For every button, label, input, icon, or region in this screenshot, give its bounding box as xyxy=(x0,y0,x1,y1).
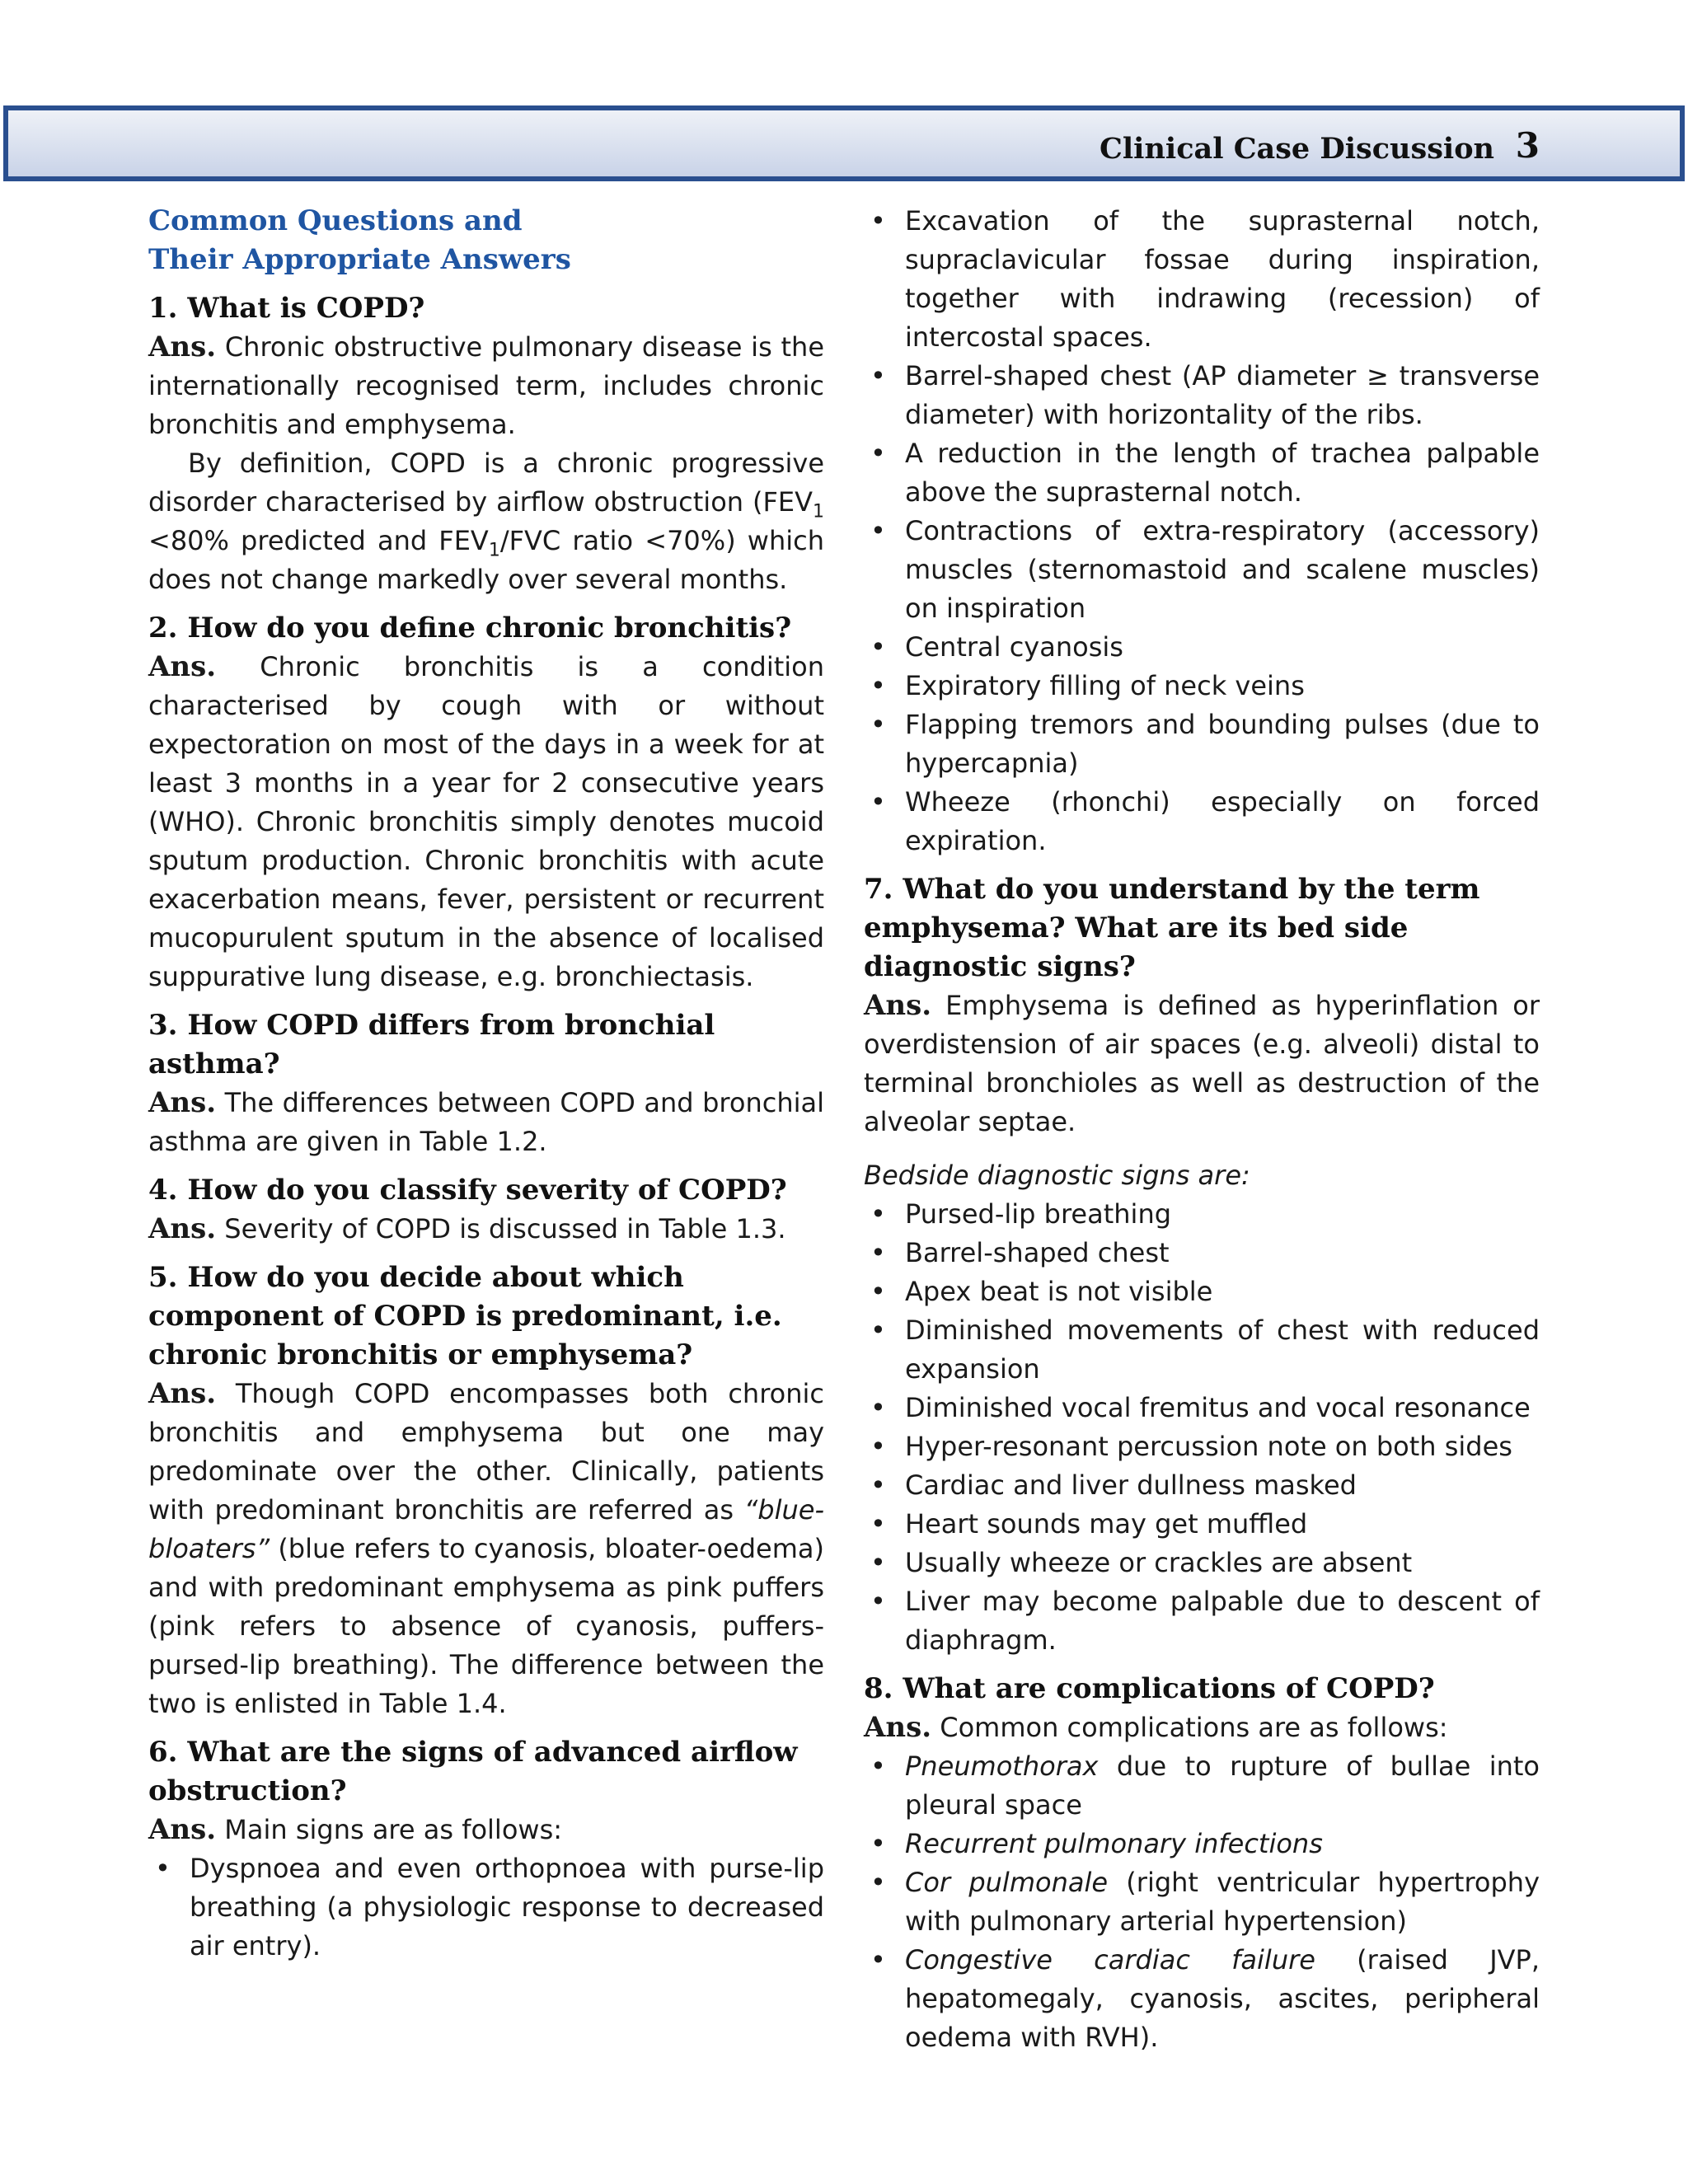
question-5 xyxy=(148,1258,824,1723)
question-6 xyxy=(148,1733,824,1966)
list-item: • Dyspnoea and even orthopnoea with purse-lip breathing (a physiologic response to decreased air entry). xyxy=(148,1849,824,1966)
list-item: • Hyper-resonant percussion note on both sides xyxy=(864,1427,1540,1466)
running-header-title: Clinical Case Discussion xyxy=(1100,132,1494,166)
left-column xyxy=(148,202,824,1966)
list-item: • Barrel-shaped chest xyxy=(864,1234,1540,1272)
list-item: • A reduction in the length of trachea palpable above the suprasternal notch. xyxy=(864,434,1540,512)
bullet-list xyxy=(864,1195,1540,1660)
section-heading: Common Questions and Their Appropriate Answers xyxy=(148,204,571,276)
answer-paragraph: Ans. Chronic bronchitis is a condition characterised by cough with or without expectoration on most of the days in a week for at least 3 months in a year for 2 consecutive years (WHO). Chronic bronchitis simply denotes mucoid sputum production. Chronic bronchitis with acute exacerbation means, fever, persistent or recurrent mucopurulent sputum in the absence of localised suppurative lung disease, e.g. bronchiectasis. xyxy=(148,650,825,992)
list-item: • Diminished vocal fremitus and vocal resonance xyxy=(864,1389,1540,1427)
list-item: • Expiratory filling of neck veins xyxy=(864,667,1540,705)
question-1 xyxy=(148,289,824,599)
list-item: • Liver may become palpable due to descent of diaphragm. xyxy=(864,1582,1540,1660)
question-7 xyxy=(864,870,1540,1660)
list-item: • Pursed-lip breathing xyxy=(864,1195,1540,1234)
question-heading: 8. What are complications of COPD? xyxy=(864,1672,1435,1705)
list-item: • Usually wheeze or crackles are absent xyxy=(864,1544,1540,1582)
question-6-continued xyxy=(864,202,1540,860)
question-heading: 1. What is COPD? xyxy=(148,292,425,325)
list-item: • Excavation of the suprasternal notch, supraclavicular fossae during inspiration, together with indrawing (recession) of intercostal spaces. xyxy=(864,202,1540,357)
page-number: 3 xyxy=(1515,125,1540,166)
list-item: • Contractions of extra-respiratory (accessory) muscles (sternomastoid and scalene muscles) on inspiration xyxy=(864,512,1540,628)
bullet-list xyxy=(864,202,1540,860)
question-heading: 2. How do you define chronic bronchitis? xyxy=(148,612,792,644)
list-item: • Barrel-shaped chest (AP diameter ≥ transverse diameter) with horizontality of the ribs. xyxy=(864,357,1540,434)
question-8 xyxy=(864,1670,1540,2057)
question-heading: 3. How COPD differs from bronchial asthma? xyxy=(148,1009,715,1080)
answer-paragraph: Ans. The differences between COPD and bronchial asthma are given in Table 1.2. xyxy=(148,1086,825,1157)
question-heading: 4. How do you classify severity of COPD? xyxy=(148,1174,787,1207)
answer-paragraph: Ans. Main signs are as follows: xyxy=(148,1813,563,1846)
list-item: • Heart sounds may get muffled xyxy=(864,1505,1540,1544)
list-intro: Bedside diagnostic signs are: xyxy=(864,1160,1250,1191)
list-item: • Cor pulmonale (right ventricular hypertrophy with pulmonary arterial hypertension) xyxy=(864,1863,1540,1941)
question-heading: 7. What do you understand by the term emphysema? What are its bed side diagnostic signs? xyxy=(864,873,1480,983)
question-heading: 5. How do you decide about which component of COPD is predominant, i.e. chronic bronchitis or emphysema? xyxy=(148,1261,782,1371)
question-heading: 6. What are the signs of advanced airflow obstruction? xyxy=(148,1736,798,1807)
bullet-list xyxy=(148,1849,824,1966)
answer-paragraph: Ans. Emphysema is defined as hyperinflation or overdistension of air spaces (e.g. alveoli) distal to terminal bronchioles as well as destruction of the alveolar septae. xyxy=(864,989,1540,1137)
answer-paragraph: Ans. Severity of COPD is discussed in Table 1.3. xyxy=(148,1212,786,1245)
list-item: • Cardiac and liver dullness masked xyxy=(864,1466,1540,1505)
list-item: • Wheeze (rhonchi) especially on forced expiration. xyxy=(864,783,1540,860)
right-column xyxy=(864,202,1540,2057)
list-item: • Diminished movements of chest with reduced expansion xyxy=(864,1311,1540,1389)
list-item: • Recurrent pulmonary infections xyxy=(864,1825,1540,1863)
list-item: • Apex beat is not visible xyxy=(864,1272,1540,1311)
answer-paragraph: Ans. Common complications are as follows: xyxy=(864,1711,1448,1744)
question-2 xyxy=(148,609,824,996)
answer-paragraph: Ans. Though COPD encompasses both chronic bronchitis and emphysema but one may predominate over the other. Clinically, patients with predominant bronchitis are referred as “blue-bloaters” (blue refers to cyanosis, bloater-oedema) and with predominant emphysema as pink puffers (pink refers to absence of cyanosis, puffers-pursed-lip breathing). The difference between the two is enlisted in Table 1.4. xyxy=(148,1377,825,1719)
question-3 xyxy=(148,1006,824,1161)
definition-paragraph: By definition, COPD is a chronic progressive disorder characterised by airflow obstruction ($FEV_1 <80\%$ predicted and $FEV_1$/FVC ratio <70%) which does not change markedly over several months. xyxy=(148,448,825,595)
list-item: • Flapping tremors and bounding pulses (due to hypercapnia) xyxy=(864,705,1540,783)
list-item: • Central cyanosis xyxy=(864,628,1540,667)
question-4 xyxy=(148,1171,824,1249)
list-item: • Pneumothorax due to rupture of bullae into pleural space xyxy=(864,1747,1540,1825)
bullet-list xyxy=(864,1747,1540,2057)
answer-paragraph: Ans. Chronic obstructive pulmonary disease is the internationally recognised term, includes chronic bronchitis and emphysema. xyxy=(148,330,825,440)
list-item: • Congestive cardiac failure (raised JVP, hepatomegaly, cyanosis, ascites, peripheral oedema with RVH). xyxy=(864,1941,1540,2057)
